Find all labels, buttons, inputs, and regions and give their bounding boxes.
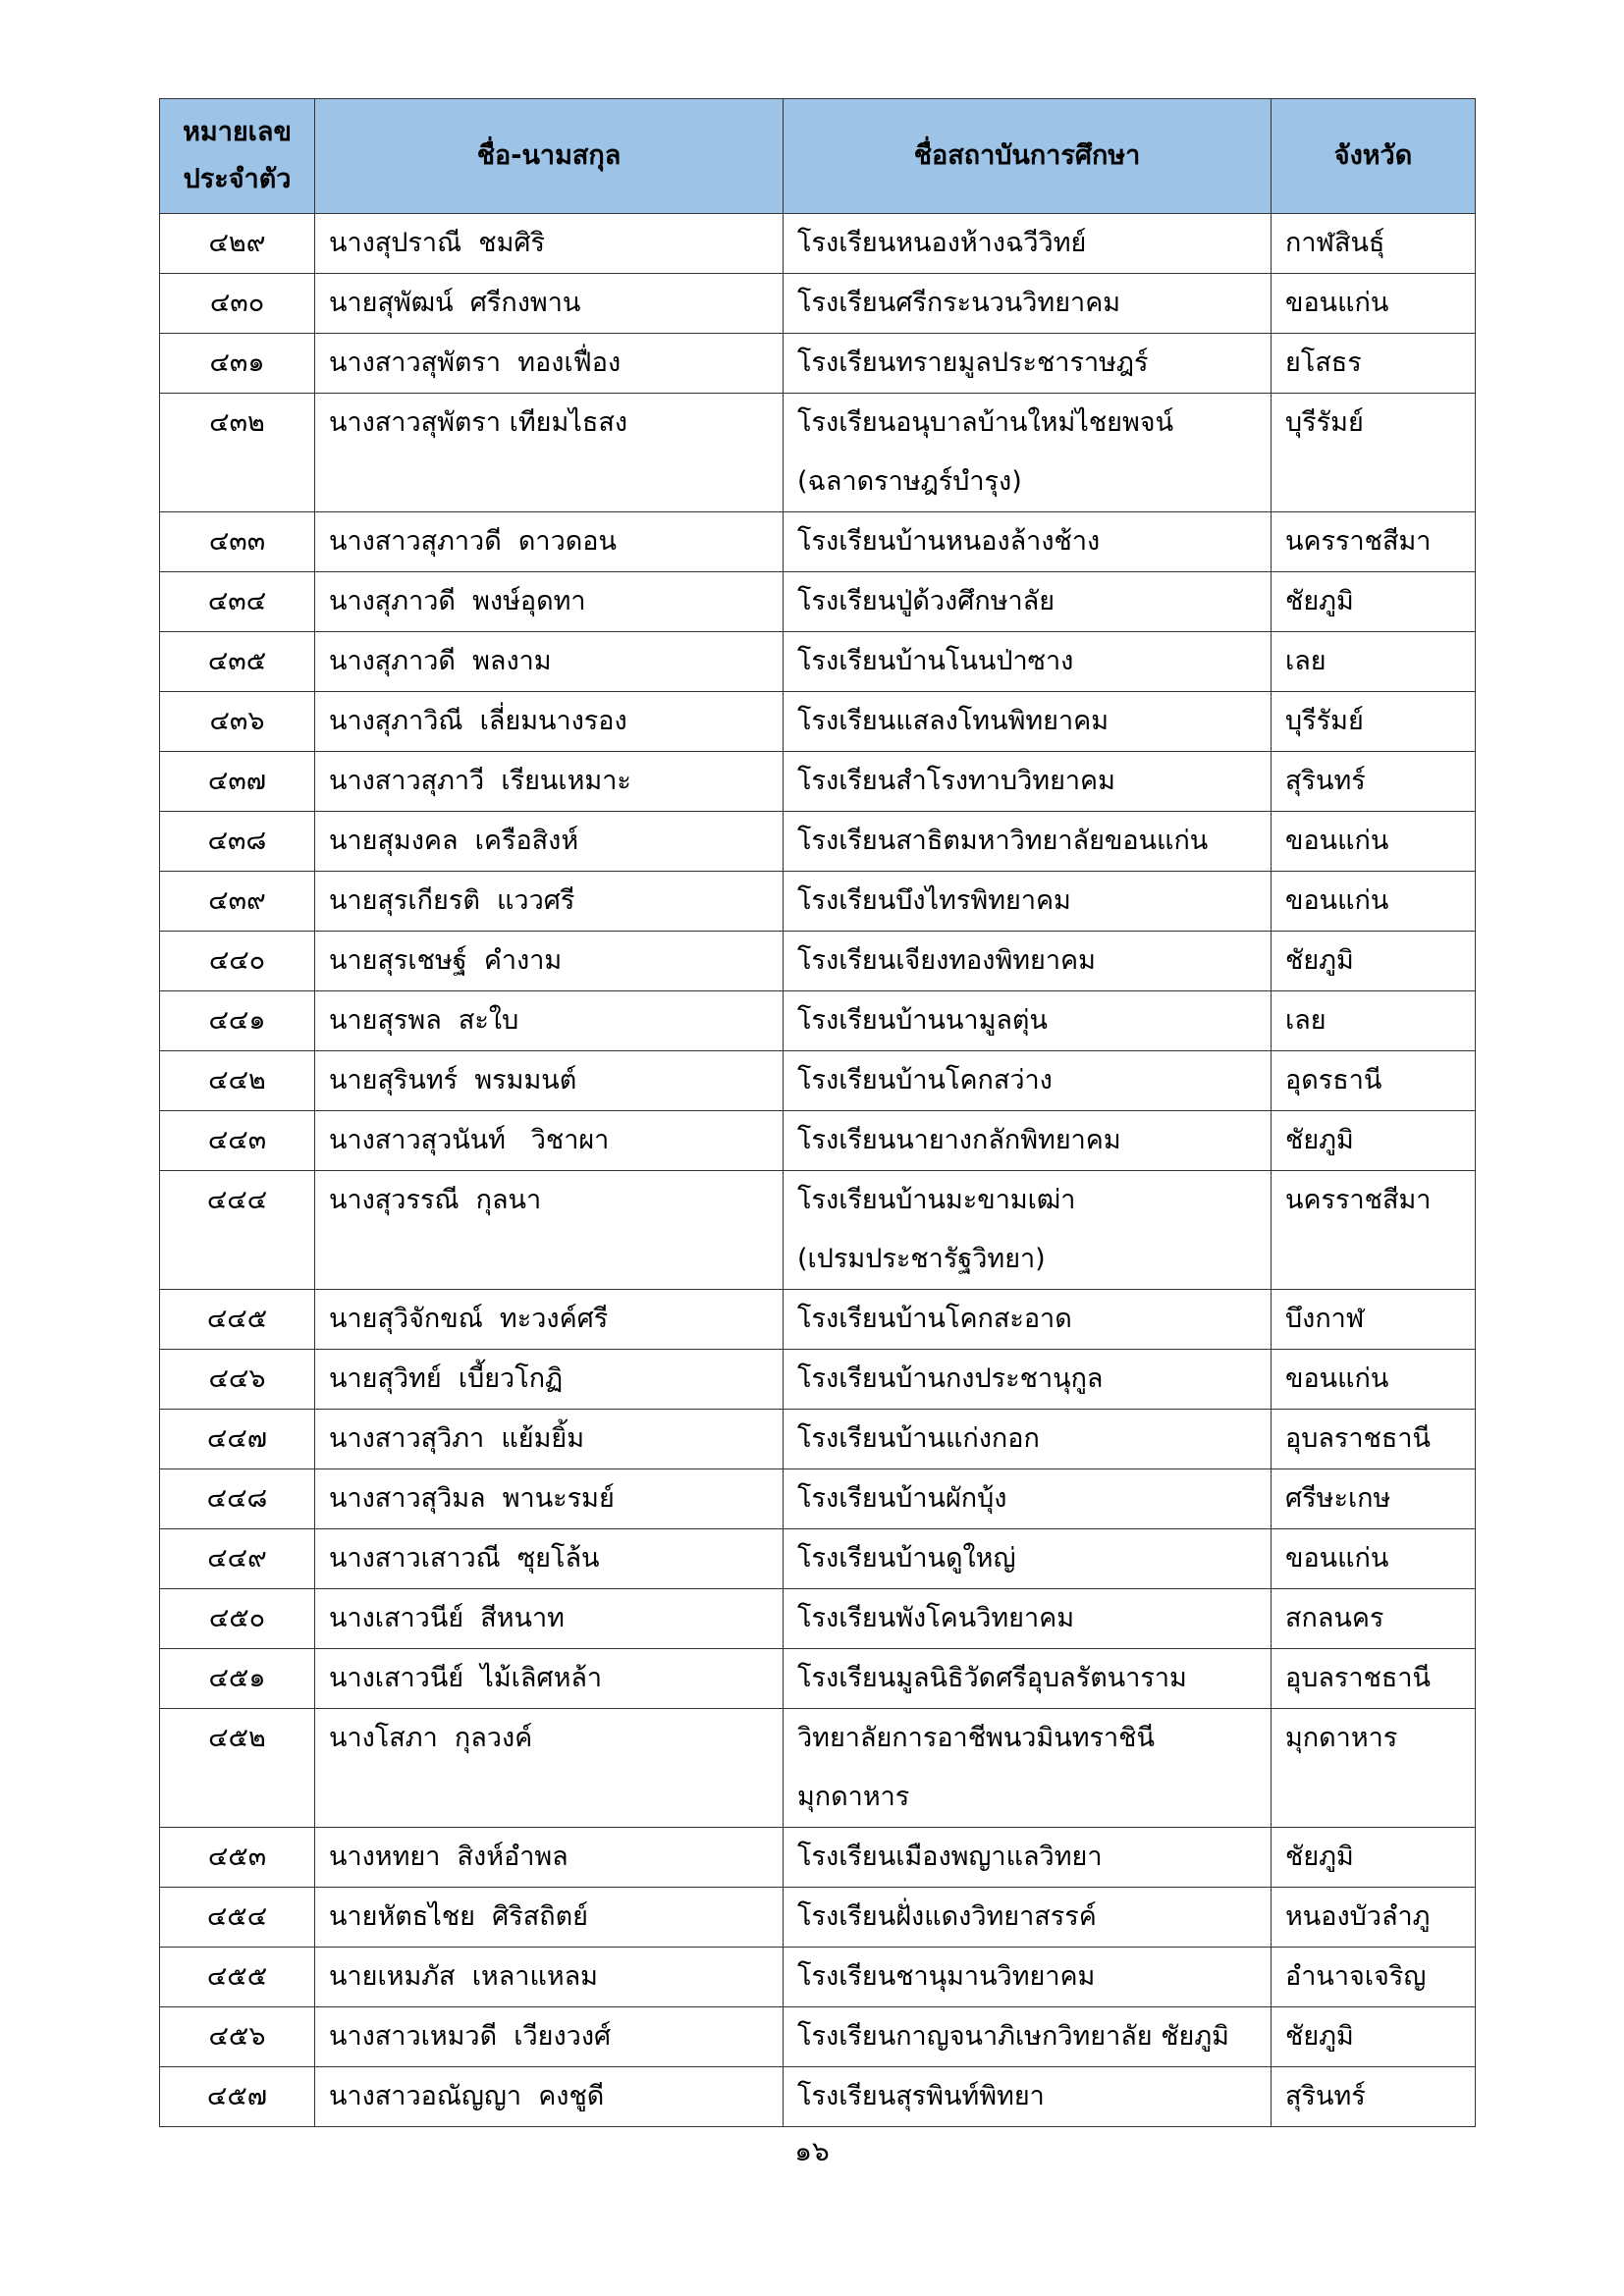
cell-school: [784, 692, 1272, 752]
school-line: โรงเรียนฝั่งแดงวิทยาสรรค์: [797, 1901, 1097, 1932]
school-line: โรงเรียนบ้านดูใหญ่: [797, 1543, 1016, 1574]
cell-province: ชัยภูมิ: [1272, 932, 1476, 991]
school-line: โรงเรียนบึงไทรพิทยาคม: [797, 885, 1071, 916]
cell-id: ๔๓๖: [160, 692, 315, 752]
cell-school: [784, 1649, 1272, 1709]
table-row: [160, 1888, 1476, 1948]
cell-province: บุรีรัมย์: [1272, 692, 1476, 752]
cell-id: ๔๓๙: [160, 872, 315, 932]
school-line: โรงเรียนบ้านหนองล้างช้าง: [797, 526, 1101, 557]
table-row: [160, 1290, 1476, 1350]
cell-name: นางสาวสุพัตรา ทองเฟื่อง: [315, 334, 784, 394]
cell-school: [784, 872, 1272, 932]
table-row: [160, 1948, 1476, 2007]
cell-school: [784, 1828, 1272, 1888]
cell-province: กาฬสินธุ์: [1272, 214, 1476, 274]
table-row: [160, 1410, 1476, 1469]
cell-id: ๔๓๘: [160, 812, 315, 872]
cell-province: ขอนแก่น: [1272, 812, 1476, 872]
cell-province: ชัยภูมิ: [1272, 1111, 1476, 1171]
cell-id: ๔๓๒: [160, 394, 315, 512]
school-line: โรงเรียนบ้านโนนป่าซาง: [797, 646, 1074, 676]
table-row: [160, 572, 1476, 632]
table-row: [160, 2067, 1476, 2127]
cell-name: นายสุมงคล เครือสิงห์: [315, 812, 784, 872]
cell-province: มุกดาหาร: [1272, 1709, 1476, 1828]
cell-school: [784, 991, 1272, 1051]
cell-school: [784, 2067, 1272, 2127]
school-line: โรงเรียนบ้านโคกสว่าง: [797, 1065, 1053, 1095]
school-line: โรงเรียนอนุบาลบ้านใหม่ไชยพจน์: [797, 407, 1174, 438]
table-row: [160, 1529, 1476, 1589]
cell-school: [784, 394, 1272, 512]
cell-school: [784, 1111, 1272, 1171]
school-line: โรงเรียนเจียงทองพิทยาคม: [797, 945, 1096, 976]
cell-school: [784, 1290, 1272, 1350]
cell-id: ๔๔๘: [160, 1469, 315, 1529]
cell-id: ๔๕๖: [160, 2007, 315, 2067]
cell-name: นางหทยา สิงห์อำพล: [315, 1828, 784, 1888]
cell-name: นายสุพัฒน์ ศรีกงพาน: [315, 274, 784, 334]
cell-school: [784, 932, 1272, 991]
cell-name: นางสาวสุพัตรา เทียมไธสง: [315, 394, 784, 512]
cell-name: นายสุรินทร์ พรมมนต์: [315, 1051, 784, 1111]
table-row: [160, 394, 1476, 512]
cell-id: ๔๔๓: [160, 1111, 315, 1171]
cell-id: ๔๔๒: [160, 1051, 315, 1111]
header-id-line2: ประจำตัว: [183, 164, 292, 194]
cell-name: นางเสาวนีย์ ไม้เลิศหล้า: [315, 1649, 784, 1709]
table-row: [160, 1111, 1476, 1171]
cell-id: ๔๓๔: [160, 572, 315, 632]
cell-name: นางสาวเสาวณี ซุยโล้น: [315, 1529, 784, 1589]
cell-school: [784, 1888, 1272, 1948]
school-line: โรงเรียนบ้านนามูลตุ่น: [797, 1005, 1048, 1036]
cell-province: สกลนคร: [1272, 1589, 1476, 1649]
cell-school: [784, 1709, 1272, 1828]
table-row: [160, 632, 1476, 692]
cell-id: ๔๔๕: [160, 1290, 315, 1350]
table-row: [160, 1589, 1476, 1649]
cell-school: [784, 752, 1272, 812]
table-body: [160, 214, 1476, 2127]
cell-province: เลย: [1272, 632, 1476, 692]
table-row: [160, 1469, 1476, 1529]
table-row: [160, 1171, 1476, 1290]
cell-province: ขอนแก่น: [1272, 1529, 1476, 1589]
cell-province: ชัยภูมิ: [1272, 2007, 1476, 2067]
cell-name: นางสาวอณัญญา คงชูดี: [315, 2067, 784, 2127]
cell-province: เลย: [1272, 991, 1476, 1051]
cell-id: ๔๔๑: [160, 991, 315, 1051]
cell-province: อำนาจเจริญ: [1272, 1948, 1476, 2007]
cell-name: นางสาวสุวิภา แย้มยิ้ม: [315, 1410, 784, 1469]
school-line: โรงเรียนทรายมูลประชาราษฎร์: [797, 347, 1149, 378]
school-line: (เปรมประชารัฐวิทยา): [797, 1244, 1046, 1274]
school-line: โรงเรียนสำโรงทาบวิทยาคม: [797, 766, 1115, 796]
cell-province: บุรีรัมย์: [1272, 394, 1476, 512]
cell-name: นางสุภาวดี พงษ์อุดทา: [315, 572, 784, 632]
cell-school: [784, 2007, 1272, 2067]
table-row: [160, 1649, 1476, 1709]
table-row: [160, 692, 1476, 752]
cell-school: [784, 1469, 1272, 1529]
cell-id: ๔๕๑: [160, 1649, 315, 1709]
table-row: [160, 991, 1476, 1051]
table-row: [160, 1350, 1476, 1410]
cell-name: นายหัตธไชย ศิริสถิตย์: [315, 1888, 784, 1948]
cell-id: ๔๕๕: [160, 1948, 315, 2007]
cell-name: นางเสาวนีย์ สีหนาท: [315, 1589, 784, 1649]
school-line: โรงเรียนบ้านผักบุ้ง: [797, 1483, 1007, 1514]
cell-school: [784, 1589, 1272, 1649]
cell-school: [784, 274, 1272, 334]
table-row: [160, 334, 1476, 394]
cell-id: ๔๒๙: [160, 214, 315, 274]
header-school: ชื่อสถาบันการศึกษา: [784, 99, 1272, 214]
school-line: โรงเรียนเมืองพญาแลวิทยา: [797, 1842, 1103, 1872]
cell-school: [784, 632, 1272, 692]
table-row: [160, 872, 1476, 932]
school-line: โรงเรียนบ้านโคกสะอาด: [797, 1304, 1072, 1334]
cell-school: [784, 1529, 1272, 1589]
cell-id: ๔๓๐: [160, 274, 315, 334]
cell-province: ชัยภูมิ: [1272, 1828, 1476, 1888]
table-row: [160, 1828, 1476, 1888]
cell-id: ๔๔๗: [160, 1410, 315, 1469]
header-id-line1: หมายเลข: [183, 117, 292, 147]
cell-name: นายสุวิจักขณ์ ทะวงค์ศรี: [315, 1290, 784, 1350]
cell-school: [784, 1350, 1272, 1410]
table-row: [160, 752, 1476, 812]
cell-province: ขอนแก่น: [1272, 274, 1476, 334]
cell-province: อุบลราชธานี: [1272, 1649, 1476, 1709]
school-line: วิทยาลัยการอาชีพนวมินทราชินี: [797, 1723, 1155, 1753]
cell-province: ยโสธร: [1272, 334, 1476, 394]
cell-name: นายสุรเชษฐ์ คำงาม: [315, 932, 784, 991]
cell-name: นางสาวสุวนันท์ วิชาผา: [315, 1111, 784, 1171]
cell-province: นครราชสีมา: [1272, 1171, 1476, 1290]
table-row: [160, 932, 1476, 991]
cell-school: [784, 572, 1272, 632]
table-row: [160, 214, 1476, 274]
school-line: โรงเรียนแสลงโทนพิทยาคม: [797, 706, 1109, 736]
cell-province: ขอนแก่น: [1272, 872, 1476, 932]
cell-province: นครราชสีมา: [1272, 512, 1476, 572]
header-id: [160, 99, 315, 214]
cell-name: นางโสภา กุลวงค์: [315, 1709, 784, 1828]
header-name: ชื่อ-นามสกุล: [315, 99, 784, 214]
cell-province: สุรินทร์: [1272, 752, 1476, 812]
school-line: โรงเรียนพังโคนวิทยาคม: [797, 1603, 1074, 1633]
school-line: มุกดาหาร: [797, 1782, 910, 1812]
cell-school: [784, 1051, 1272, 1111]
school-line: โรงเรียนศรีกระนวนวิทยาคม: [797, 288, 1121, 318]
cell-province: ชัยภูมิ: [1272, 572, 1476, 632]
school-line: โรงเรียนบ้านแก่งกอก: [797, 1423, 1040, 1454]
table-row: [160, 2007, 1476, 2067]
cell-province: ขอนแก่น: [1272, 1350, 1476, 1410]
cell-id: ๔๔๐: [160, 932, 315, 991]
cell-name: นายเหมภัส เหลาแหลม: [315, 1948, 784, 2007]
table-row: [160, 512, 1476, 572]
cell-school: [784, 1171, 1272, 1290]
page-number: ๑๖: [794, 2135, 830, 2167]
school-line: โรงเรียนสุรพินท์พิทยา: [797, 2081, 1045, 2111]
cell-id: ๔๔๖: [160, 1350, 315, 1410]
cell-school: [784, 812, 1272, 872]
cell-province: บึงกาฬ: [1272, 1290, 1476, 1350]
cell-name: นายสุวิทย์ เบี้ยวโกฏิ: [315, 1350, 784, 1410]
cell-name: นางสาวสุภาวี เรียนเหมาะ: [315, 752, 784, 812]
table-header-row: [160, 99, 1476, 214]
school-line: โรงเรียนกาญจนาภิเษกวิทยาลัย ชัยภูมิ: [797, 2021, 1229, 2052]
cell-province: สุรินทร์: [1272, 2067, 1476, 2127]
cell-name: นางสุวรรณี กุลนา: [315, 1171, 784, 1290]
school-line: โรงเรียนสาธิตมหาวิทยาลัยขอนแก่น: [797, 826, 1209, 856]
cell-id: ๔๕๓: [160, 1828, 315, 1888]
header-province: จังหวัด: [1272, 99, 1476, 214]
table-row: [160, 1709, 1476, 1828]
cell-id: ๔๓๓: [160, 512, 315, 572]
cell-school: [784, 1410, 1272, 1469]
school-line: โรงเรียนมูลนิธิวัดศรีอุบลรัตนาราม: [797, 1663, 1187, 1693]
school-line: โรงเรียนชานุมานวิทยาคม: [797, 1961, 1096, 1992]
participants-table: [159, 98, 1476, 2127]
school-line: (ฉลาดราษฎร์บำรุง): [797, 466, 1022, 497]
cell-id: ๔๓๑: [160, 334, 315, 394]
cell-id: ๔๓๕: [160, 632, 315, 692]
cell-name: นางสุภาวดี พลงาม: [315, 632, 784, 692]
cell-province: อุดรธานี: [1272, 1051, 1476, 1111]
cell-id: ๔๔๙: [160, 1529, 315, 1589]
cell-province: ศรีษะเกษ: [1272, 1469, 1476, 1529]
table-row: [160, 274, 1476, 334]
cell-name: นายสุรพล สะใบ: [315, 991, 784, 1051]
cell-school: [784, 214, 1272, 274]
school-line: โรงเรียนบ้านมะขามเฒ่า: [797, 1185, 1076, 1215]
cell-id: ๔๓๗: [160, 752, 315, 812]
table-row: [160, 1051, 1476, 1111]
cell-name: นางสุภาวิณี เลี่ยมนางรอง: [315, 692, 784, 752]
cell-school: [784, 1948, 1272, 2007]
cell-school: [784, 512, 1272, 572]
cell-id: ๔๕๐: [160, 1589, 315, 1649]
cell-name: นางสุปราณี ชมศิริ: [315, 214, 784, 274]
school-line: โรงเรียนหนองห้างฉวีวิทย์: [797, 228, 1087, 258]
school-line: โรงเรียนบ้านกงประชานุกูล: [797, 1363, 1104, 1394]
cell-id: ๔๔๔: [160, 1171, 315, 1290]
cell-school: [784, 334, 1272, 394]
cell-name: นายสุรเกียรติ แววศรี: [315, 872, 784, 932]
cell-name: นางสาวเหมวดี เวียงวงศ์: [315, 2007, 784, 2067]
cell-id: ๔๕๔: [160, 1888, 315, 1948]
school-line: โรงเรียนปู่ด้วงศึกษาลัย: [797, 586, 1056, 616]
cell-name: นางสาวสุภาวดี ดาวดอน: [315, 512, 784, 572]
cell-id: ๔๕๒: [160, 1709, 315, 1828]
cell-province: หนองบัวลำภู: [1272, 1888, 1476, 1948]
cell-name: นางสาวสุวิมล พานะรมย์: [315, 1469, 784, 1529]
cell-province: อุบลราชธานี: [1272, 1410, 1476, 1469]
table-row: [160, 812, 1476, 872]
school-line: โรงเรียนนายางกลักพิทยาคม: [797, 1125, 1121, 1155]
cell-id: ๔๕๗: [160, 2067, 315, 2127]
